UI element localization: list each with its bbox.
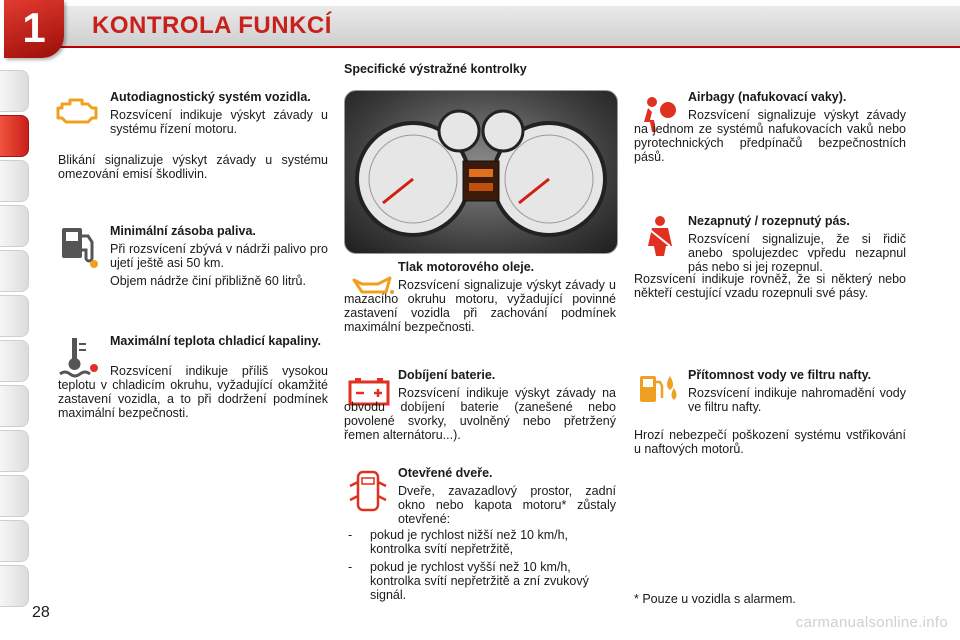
warning-block-door — [398, 466, 616, 530]
warning-heading: Maximální teplota chladicí kapaliny. — [110, 334, 321, 348]
warning-block-airbag-body — [634, 108, 906, 168]
open-door-car-icon — [348, 468, 394, 514]
warning-text: Rozsvícení indikuje výskyt závady na obvodu dobíjení baterie (zanešené nebo povolené svorky, uvolněný nebo přetržený řemen alternátoru...). — [344, 386, 616, 442]
warning-block-coolant-body — [58, 364, 328, 424]
seatbelt-icon — [640, 214, 686, 260]
page-number: 28 — [32, 604, 50, 621]
warning-extra-text: Rozsvícení indikuje rovněž, že si některý nebo někteří cestující vzadu rozepnuli své pásy. — [634, 272, 906, 300]
chapter-tab[interactable] — [0, 385, 29, 427]
warning-block-engine — [110, 90, 328, 140]
page-title: KONTROLA FUNKCÍ — [92, 12, 332, 39]
warning-text: Rozsvícení signalizuje, že si řidič anebo spolujezdec vpředu nezapnul pás nebo si jej rozepnul. — [688, 232, 906, 274]
instrument-cluster-image — [344, 90, 618, 254]
warning-extra — [634, 272, 906, 304]
footnote: * Pouze u vozidla s alarmem. — [634, 592, 796, 606]
warning-text: Rozsvícení signalizuje výskyt závady u mazacího okruhu motoru, vyžadující povinné zastavení vozidla při zachování podmínek maximální bezpečnosti. — [344, 278, 616, 334]
chapter-tab[interactable] — [0, 250, 29, 292]
warning-extra — [634, 428, 906, 460]
condition-list — [344, 528, 616, 602]
warning-heading: Tlak motorového oleje. — [398, 260, 535, 274]
section-title: Specifické výstražné kontrolky — [344, 62, 527, 76]
warning-block-battery-body — [344, 386, 616, 446]
warning-text: Objem nádrže činí přibližně 60 litrů. — [110, 274, 306, 288]
warning-heading: Přítomnost vody ve filtru nafty. — [688, 368, 872, 382]
chapter-tab[interactable] — [0, 160, 29, 202]
warning-text: Rozsvícení indikuje příliš vysokou teplotu v chladicím okruhu, vyžadující okamžité zastavení vozidla, a to při dodržení podmínek maximální bezpečnosti. — [58, 364, 328, 420]
warning-extra — [58, 153, 328, 185]
chapter-tab[interactable] — [0, 475, 29, 517]
warning-heading: Dobíjení baterie. — [398, 368, 496, 382]
header — [0, 0, 960, 54]
warning-heading: Nezapnutý / rozepnutý pás. — [688, 214, 850, 228]
warning-text: Rozsvícení signalizuje výskyt závady na jednom ze systémů nafukovacích vaků nebo pyrotechnických předpínačů bezpečnostních pásů. — [634, 108, 906, 164]
chapter-tab[interactable] — [0, 340, 29, 382]
fuel-pump-icon — [56, 222, 102, 268]
warning-block-coolant — [110, 334, 328, 352]
chapter-tab[interactable] — [0, 430, 29, 472]
chapter-tab[interactable] — [0, 295, 29, 337]
list-item: - pokud je rychlost nižší než 10 km/h, kontrolka svítí nepřetržitě, — [344, 528, 616, 556]
chapter-tab[interactable] — [0, 520, 29, 562]
chapter-badge: 1 — [4, 0, 64, 58]
chapter-tab[interactable] — [0, 205, 29, 247]
engine-check-icon — [54, 92, 100, 138]
warning-text: Při rozsvícení zbývá v nádrži palivo pro ujetí ještě asi 50 km. — [110, 242, 328, 270]
warning-block-door-list — [344, 524, 616, 606]
warning-block-water — [688, 368, 906, 418]
chapter-tab[interactable] — [0, 565, 29, 607]
watermark: carmanualsonline.info — [795, 614, 948, 631]
warning-heading: Airbagy (nafukovací vaky). — [688, 90, 847, 104]
warning-heading: Minimální zásoba paliva. — [110, 224, 256, 238]
warning-extra-text: Hrozí nebezpečí poškození systému vstřikování u naftových motorů. — [634, 428, 906, 456]
chapter-tab[interactable] — [0, 70, 29, 112]
water-in-fuel-icon — [636, 370, 682, 416]
chapter-tab-active[interactable] — [0, 115, 29, 157]
warning-block-oil-body — [344, 278, 616, 338]
warning-text: Dveře, zavazadlový prostor, zadní okno nebo kapota motoru* zůstaly otevřené: — [398, 484, 616, 526]
warning-block-seatbelt — [688, 214, 906, 278]
warning-block-fuel — [110, 224, 328, 292]
warning-heading: Otevřené dveře. — [398, 466, 493, 480]
warning-extra-text: Blikání signalizuje výskyt závady u systému omezování emisí škodlivin. — [58, 153, 328, 181]
warning-heading: Autodiagnostický systém vozidla. — [110, 90, 311, 104]
warning-block-airbag — [688, 90, 906, 108]
list-item: - pokud je rychlost vyšší než 10 km/h, kontrolka svítí nepřetržitě a zní zvukový signál. — [344, 560, 616, 602]
warning-block-oil — [398, 260, 616, 278]
warning-text: Rozsvícení indikuje nahromadění vody ve filtru nafty. — [688, 386, 906, 414]
chapter-tabs — [0, 70, 34, 580]
warning-block-battery — [398, 368, 616, 386]
warning-text: Rozsvícení indikuje výskyt závady u systému řízení motoru. — [110, 108, 328, 136]
